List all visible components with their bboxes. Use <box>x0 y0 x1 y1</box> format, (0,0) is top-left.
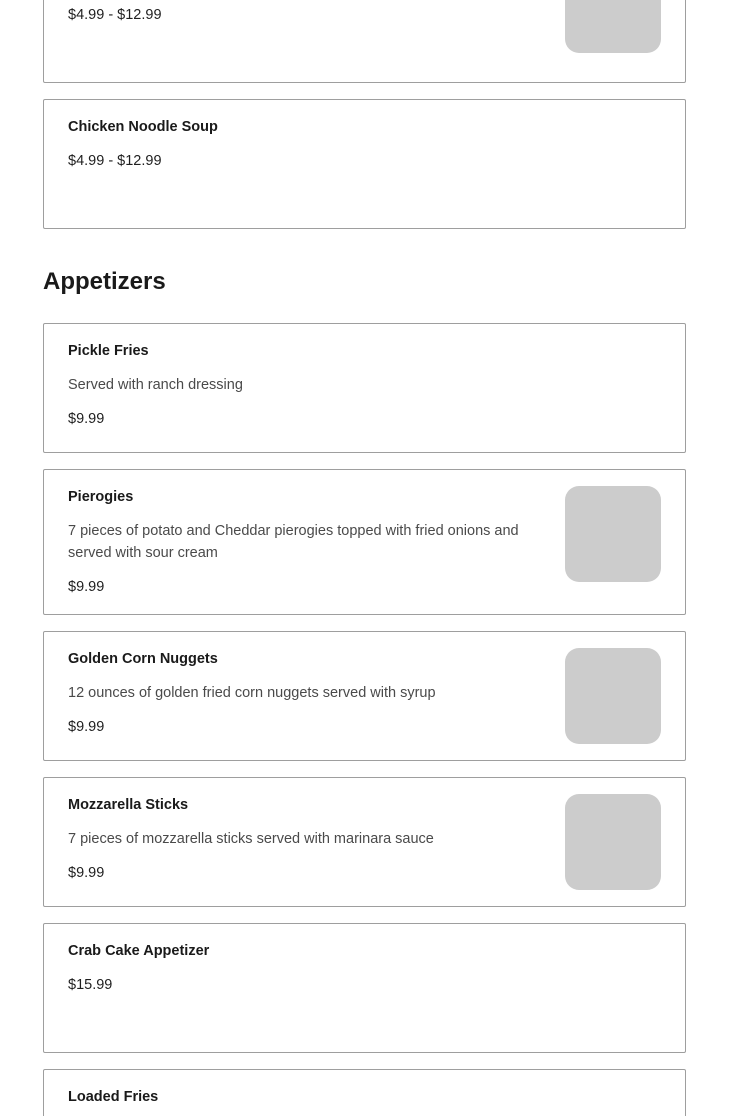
menu-item-name: Golden Corn Nuggets <box>68 651 218 667</box>
section-heading-appetizers: Appetizers <box>43 268 166 295</box>
menu-item-name: Pickle Fries <box>68 343 149 359</box>
menu-item-name: Pierogies <box>68 489 134 505</box>
menu-item-card[interactable] <box>43 1069 686 1116</box>
menu-item-price: $15.99 <box>68 977 113 993</box>
menu-item-card[interactable] <box>43 631 686 761</box>
menu-item-card[interactable] <box>43 0 686 83</box>
menu-item-name: Crab Cake Appetizer <box>68 943 210 959</box>
menu-item-price: $9.99 <box>68 719 105 735</box>
menu-item-name: Mozzarella Sticks <box>68 797 189 813</box>
menu-item-name: Chicken Noodle Soup <box>68 119 218 135</box>
menu-item-description: Served with ranch dressing <box>68 377 243 393</box>
menu-item-card[interactable] <box>43 777 686 907</box>
menu-item-card[interactable] <box>43 323 686 453</box>
menu-item-image <box>565 648 661 744</box>
menu-item-image <box>565 0 661 53</box>
menu-item-description: 7 pieces of potato and Cheddar pierogies topped with fried onions and served with sour cream <box>68 523 519 561</box>
menu-item-name: Loaded Fries <box>68 1089 159 1105</box>
menu-item-description: 7 pieces of mozzarella sticks served with marinara sauce <box>68 831 434 847</box>
menu-item-price: $9.99 <box>68 865 105 881</box>
menu-item-price: $9.99 <box>68 579 105 595</box>
menu-item-price: $4.99 - $12.99 <box>68 7 162 23</box>
menu-item-price: $9.99 <box>68 411 105 427</box>
menu-item-image <box>565 486 661 582</box>
menu-item-card[interactable] <box>43 469 686 615</box>
menu-item-image <box>565 794 661 890</box>
menu-item-card[interactable] <box>43 923 686 1053</box>
menu-item-description: 12 ounces of golden fried corn nuggets served with syrup <box>68 685 436 701</box>
menu-item-price: $4.99 - $12.99 <box>68 153 162 169</box>
menu-item-card[interactable] <box>43 99 686 229</box>
